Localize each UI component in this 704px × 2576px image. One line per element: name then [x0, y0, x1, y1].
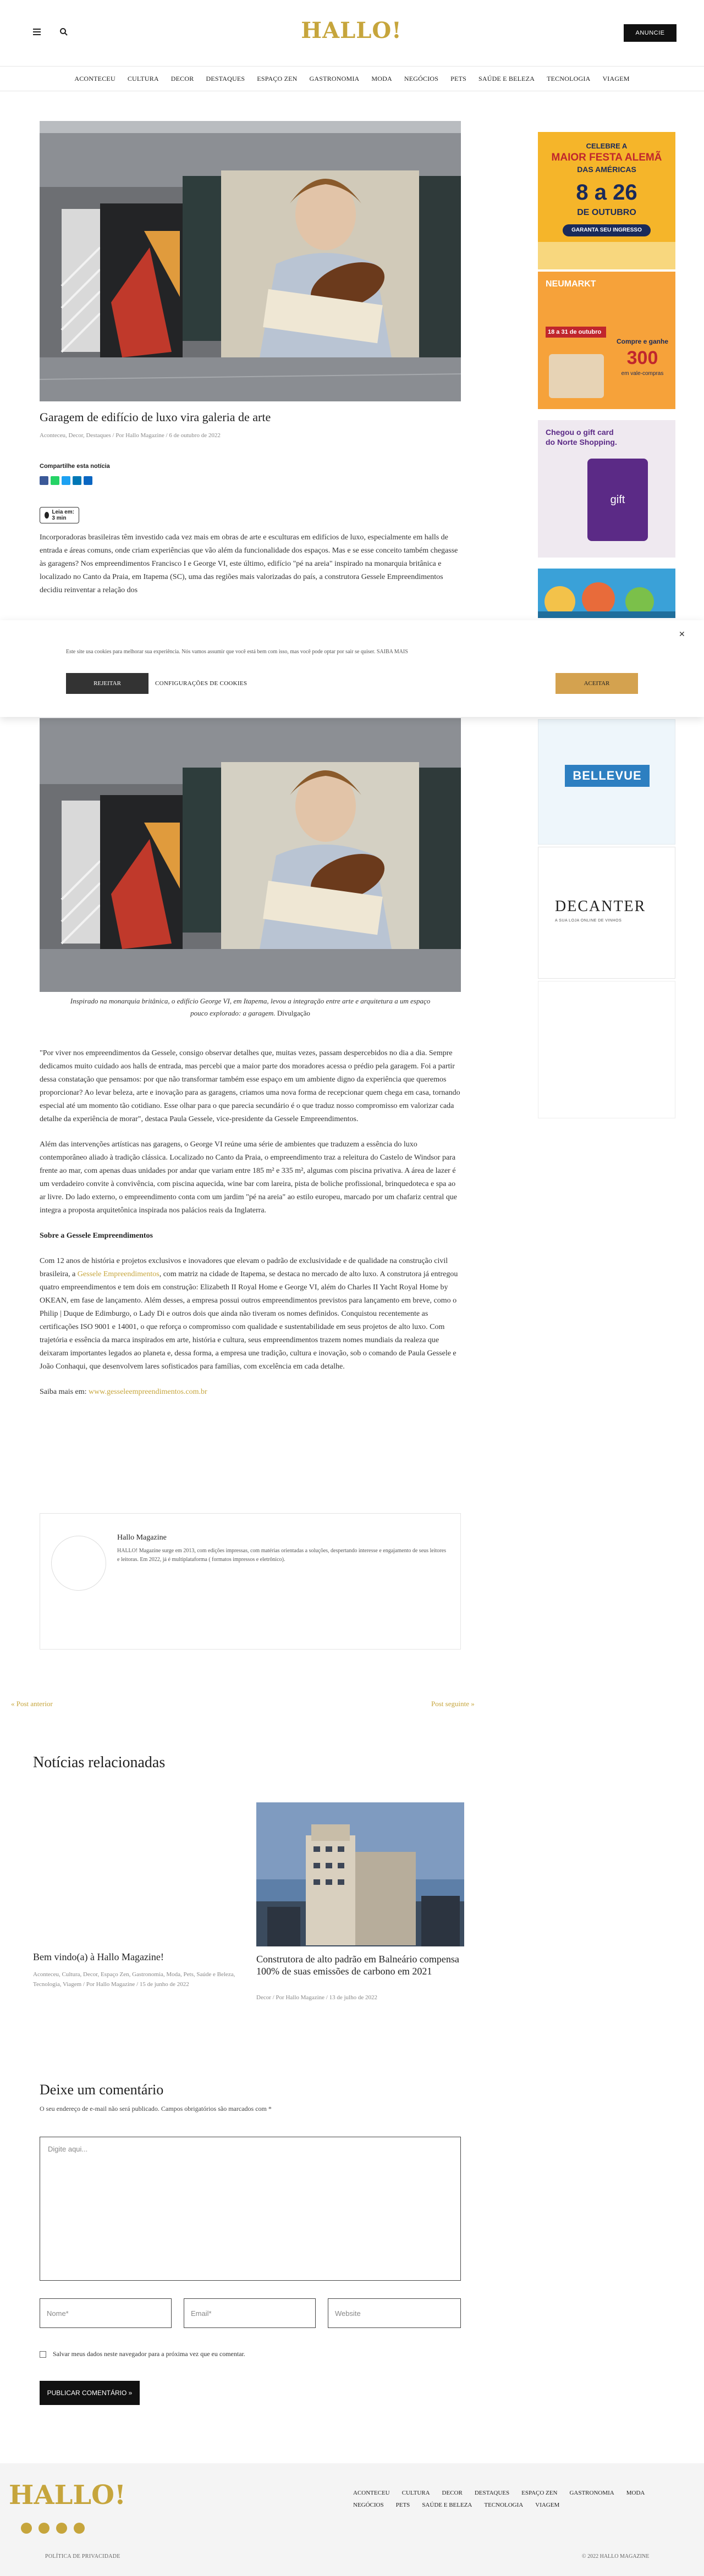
caption-credit: Divulgação	[277, 1009, 310, 1017]
main-nav	[0, 66, 704, 91]
share-label: Compartilhe esta notícia	[40, 463, 110, 470]
ad-footer	[538, 242, 675, 269]
social-links	[21, 2523, 85, 2534]
footer-nav-item[interactable]: CULTURA	[402, 2490, 430, 2496]
ad-text: DE OUTUBRO	[577, 208, 636, 217]
ad-text: Chegou o gift card	[546, 428, 614, 437]
ad-text: DAS AMÉRICAS	[577, 165, 636, 174]
ad-text: CELEBRE A	[586, 142, 628, 150]
related-post-meta: Aconteceu, Cultura, Decor, Espaço Zen, Gastronomia, Moda, Pets, Saúde e Beleza, Tecnologia, Viagem / Por Hallo Magazine / 15 de junho de 2022	[33, 1971, 235, 1988]
whatsapp-share-icon[interactable]	[51, 476, 59, 485]
ad-decanter[interactable]	[538, 847, 675, 979]
nav-item[interactable]: CULTURA	[127, 74, 159, 82]
footer-nav-item[interactable]: DESTAQUES	[474, 2490, 510, 2496]
facebook-share-icon[interactable]	[40, 476, 48, 485]
search-icon[interactable]	[59, 27, 68, 36]
close-icon[interactable]: ✕	[679, 631, 685, 639]
linkedin-share-icon[interactable]	[73, 476, 81, 485]
cookie-banner	[0, 620, 704, 717]
nav-item[interactable]: ESPAÇO ZEN	[257, 74, 298, 82]
read-time-badge	[40, 507, 79, 523]
footer-logo[interactable]: HALLO!	[9, 2480, 126, 2511]
facebook-icon[interactable]	[21, 2523, 32, 2534]
more-label: Saiba mais em:	[40, 1388, 87, 1396]
footer-nav-item[interactable]: MODA	[626, 2490, 645, 2496]
menu-icon[interactable]	[33, 29, 41, 35]
gessele-link[interactable]: Gessele Empreendimentos	[77, 1270, 160, 1278]
copyright: © 2022 HALLO MAGAZINE	[582, 2553, 650, 2560]
website-link[interactable]: www.gesseleempreendimentos.com.br	[89, 1388, 207, 1396]
ad-placeholder	[538, 981, 675, 1118]
sub-heading: Sobre a Gessele Empreendimentos	[40, 1232, 153, 1240]
post-intro	[40, 531, 461, 614]
site-header	[0, 0, 704, 82]
ad-neumarkt[interactable]	[538, 272, 675, 409]
nav-item[interactable]: GASTRONOMIA	[309, 74, 360, 82]
related-post-title[interactable]: Bem vindo(a) à Hallo Magazine!	[33, 1951, 164, 1962]
nav-item[interactable]: TECNOLOGIA	[547, 74, 591, 82]
footer-nav-item[interactable]: GASTRONOMIA	[569, 2490, 614, 2496]
body-paragraph	[40, 1255, 461, 1374]
nav-item[interactable]: DESTAQUES	[206, 74, 245, 82]
twitter-icon[interactable]	[38, 2523, 50, 2534]
ad-kids[interactable]	[538, 569, 675, 618]
body-paragraph: Além das intervenções artísticas nas garagens, o George VI reúne uma série de ambientes que traduzem a essência do luxo contemporâneo aliado à tradição clássica. Localizado no Canto da Praia, o empreendimento traz a releitura do Castelo de Windsor para frente ao mar, com apenas duas unidades por andar que variam entre 185 m² e 335 m², algumas com piscina privativa. A área de lazer é um verdadeiro convite à convivência, com piscina aquecida, wine bar com lareira, pista de boliche profissional, brinquedoteca e spa ao ar livre. Do lado externo, o empreendimento conta com um jardim "pé na areia" ao estilo europeu, marcado por um chafariz central que integra a proposta arquitetônica inspirada nos palácios reais da Inglaterra.	[40, 1140, 457, 1215]
submit-comment-button[interactable]: PUBLICAR COMENTÁRIO »	[40, 2381, 140, 2405]
share-buttons	[40, 476, 92, 485]
reject-cookies-button[interactable]: REJEITAR	[66, 673, 148, 694]
related-post-image[interactable]	[256, 1802, 464, 1946]
ad-text: em vale-compras	[621, 371, 664, 377]
body-paragraph: "Por viver nos empreendimentos da Gessele, consigo observar detalhes que, muitas vezes, passam despercebidos no dia a dia. Sempre dedicamos muito cuidado aos halls de entrada, mas percebi que a maior parte dos moradores acessa o prédio pela garagem. Foi a partir dessa constatação que pensamos: por que não transformar também esse espaço em um ambiente digno da experiência que queremos proporcionar? Ao levar beleza, arte e inovação para as garagens, criamos uma nova forma de recepcionar quem chega em casa, tornando especial até um momento tão cotidiano. Esse olhar para o que parecia secundário é o que traduz nosso compromisso em valorizar cada detalhe da experiência de morar", destaca Paula Gessele, vice-presidente da Gessele Empreendimentos.	[40, 1049, 460, 1123]
share-icon[interactable]	[84, 476, 92, 485]
nav-item[interactable]: MODA	[371, 74, 392, 82]
ad-text: 18 a 31 de outubro	[546, 327, 606, 338]
save-data-checkbox[interactable]	[40, 2351, 46, 2358]
name-input[interactable]: Nome*	[40, 2298, 172, 2328]
footer-nav-item[interactable]: DECOR	[442, 2490, 463, 2496]
ad-text: do Norte Shopping.	[546, 438, 617, 446]
footer-nav-item[interactable]: VIAGEM	[535, 2502, 560, 2508]
ad-cta: GARANTA SEU INGRESSO	[563, 224, 651, 236]
ad-bellevue[interactable]	[538, 719, 675, 845]
ad-text: MAIOR FESTA ALEMÃ	[551, 152, 662, 163]
footer-nav-item[interactable]: ACONTECEU	[353, 2490, 390, 2496]
related-post-meta: Decor / Por Hallo Magazine / 13 de julho de 2022	[256, 1994, 377, 2001]
header-top	[0, 0, 704, 58]
nav-item[interactable]: NEGÓCIOS	[404, 74, 439, 82]
clock-icon	[45, 512, 49, 518]
related-title: Notícias relacionadas	[33, 1754, 166, 1771]
comment-title: Deixe um comentário	[40, 2082, 164, 2098]
twitter-share-icon[interactable]	[62, 476, 70, 485]
prev-post-link[interactable]: « Post anterior	[11, 1700, 53, 1708]
post-title: Garagem de edifício de luxo vira galeria de arte	[40, 410, 271, 424]
hero-image	[40, 121, 461, 401]
author-avatar	[51, 1536, 106, 1591]
youtube-icon[interactable]	[74, 2523, 85, 2534]
footer-nav-item[interactable]: NEGÓCIOS	[353, 2502, 384, 2508]
nav-item[interactable]: SAÚDE E BELEZA	[478, 74, 535, 82]
comment-textarea[interactable]: Digite aqui...	[40, 2137, 461, 2281]
ad-brand: DECANTER	[555, 898, 646, 915]
author-description: HALLO! Magazine surge em 2013, com edições impressas, com matérias orientadas a soluções, despertando interesse e engajamento de seus leitores e leitoras. Em 2022, já é multiplataforma ( formatos impressos e eletrônico).	[117, 1548, 446, 1563]
nav-item[interactable]: VIAGEM	[602, 74, 630, 82]
ad-sub: A SUA LOJA ONLINE DE VINHOS	[555, 919, 622, 923]
footer-nav-item[interactable]: ESPAÇO ZEN	[521, 2490, 558, 2496]
footer-nav-item[interactable]: PETS	[395, 2502, 410, 2508]
instagram-icon[interactable]	[56, 2523, 67, 2534]
footer-nav-item[interactable]: SAÚDE E BELEZA	[422, 2502, 472, 2508]
text-span: Com 12 anos de história e projetos exclusivos e inovadores que elevam o padrão de exclusividade e de qualidade na construção civil brasileira, a	[40, 1257, 448, 1278]
ad-text: 8 a 26	[576, 180, 637, 205]
site-logo[interactable]: HALLO!	[301, 18, 402, 43]
privacy-link[interactable]: POLÍTICA DE PRIVACIDADE	[45, 2553, 120, 2560]
save-data-label: Salvar meus dados neste navegador para a próxima vez que eu comentar.	[53, 2350, 245, 2358]
ad-oktoberfest[interactable]	[538, 132, 675, 269]
next-post-link[interactable]: Post seguinte »	[431, 1700, 475, 1708]
anuncie-button[interactable]: ANUNCIE	[624, 24, 676, 42]
ad-giftcard: gift	[587, 459, 648, 541]
intro-paragraph: Incorporadoras brasileiras têm investido cada vez mais em obras de arte e esculturas em edifícios de luxo, especialmente em halls de entrada e áreas comuns, onde criam experiências que vão além da funcionalidade dos espaços. Mas e se esse conceito também chegasse às garagens? Nos empreendimentos Francisco I e George VI, este último, edifício "pé na areia" inspirado na monarquia britânica e localizado no Canto da Praia, em Itapema (SC), uma das regiões mais valorizadas do país, a construtora Gessele Empreendimentos decidiu reinventar a relação dos	[40, 533, 458, 594]
caption-text: Inspirado na monarquia britânica, o edifício George VI, em Itapema, levou a integração entre arte e arquitetura a um espaço pouco explorado: a garagem.	[70, 997, 431, 1017]
cookie-settings-link[interactable]: CONFIGURAÇÕES DE COOKIES	[155, 680, 248, 687]
author-name[interactable]: Hallo Magazine	[117, 1534, 167, 1542]
more-info	[40, 1386, 461, 1399]
article-image	[40, 718, 461, 992]
ad-norte-shopping[interactable]	[538, 420, 675, 558]
footer-nav-item[interactable]: TECNOLOGIA	[484, 2502, 524, 2508]
post-body	[40, 1047, 461, 1411]
footer-nav	[353, 2490, 672, 2508]
image-caption	[40, 995, 461, 1019]
read-time-text: Leia em: 3 min	[52, 509, 74, 521]
ad-product	[549, 354, 604, 398]
cookie-text: Este site usa cookies para melhorar sua experiência. Nós vamos assumir que você está bem com isso, mas você pode optar por sair se quiser. SAIBA MAIS	[66, 649, 408, 655]
ad-brand: BELLEVUE	[565, 765, 650, 787]
email-input[interactable]: Email*	[184, 2298, 316, 2328]
related-post-title[interactable]: Construtora de alto padrão em Balneário compensa 100% de suas emissões de carbono em 2021	[256, 1954, 459, 1977]
nav-item[interactable]: DECOR	[170, 74, 194, 82]
ad-text: 300	[626, 347, 658, 368]
text-span: , com matriz na cidade de Itapema, se destaca no mercado de alto luxo. A construtora já entregou quatro empreendimentos e tem dois em construção: Elizabeth II Royal Home e George VI, além do Charles II Yacht Royal Home by OKEAN, em fase de lançamento. Além desses, a empresa possui outros empreendimentos previstos para lançamento em breve, como o Philip | Duque de Edimburgo, o Lady Di e outros dois que ainda não tiveram os nomes definidos. Conquistou recentemente as certificações ISO 9001 e 14001, o que reforça o compromisso com qualidade e sustentabilidade em seus projetos de alto luxo. Com trajetória e essência da marca inspirados em arte, história e cultura, seus empreendimentos trazem nomes mundiais da realeza que deixaram importantes legados ao planeta e, dessa forma, a empresa une tradição, cultura e inovação, sob o comando de Paula Gessele e João Conhaqui, que desenvolvem lares sofisticados para famílias, com excelência em cada detalhe.	[40, 1270, 458, 1371]
site-footer	[0, 2463, 704, 2576]
nav-item[interactable]: ACONTECEU	[74, 74, 116, 82]
comment-note: O seu endereço de e-mail não será publicado. Campos obrigatórios são marcados com *	[40, 2105, 272, 2112]
website-input[interactable]: Website	[328, 2298, 461, 2328]
post-meta: Aconteceu, Decor, Destaques / Por Hallo Magazine / 6 de outubro de 2022	[40, 432, 221, 439]
ad-text: Compre e ganhe	[616, 338, 669, 345]
accept-cookies-button[interactable]: ACEITAR	[556, 673, 638, 694]
ad-text: NEUMARKT	[546, 279, 596, 289]
author-box	[40, 1513, 461, 1650]
nav-item[interactable]: PETS	[450, 74, 466, 82]
